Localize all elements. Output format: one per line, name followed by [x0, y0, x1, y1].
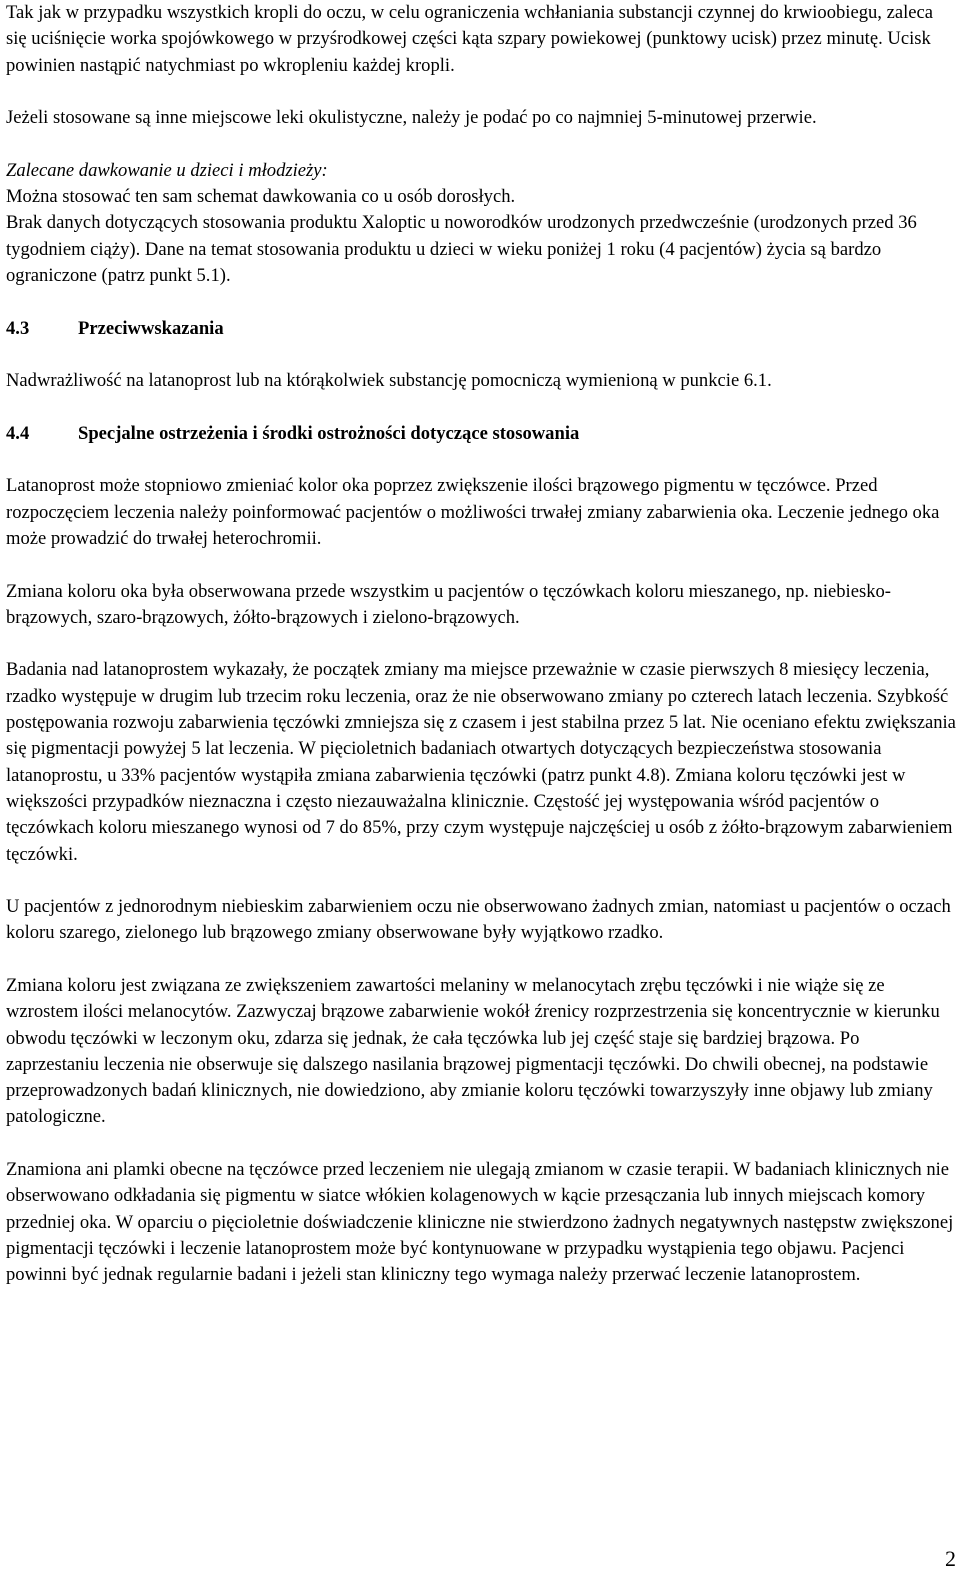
paragraph-melanin: Zmiana koloru jest związana ze zwiększeniem zawartości melaniny w melanocytach zrębu tęczówki i nie wiąże się ze wzrostem ilości melanocytów. Zazwyczaj brązowe zabarwienie wokół źrenicy rozprzestrzenia się koncentrycznie w kierunku obwodu tęczówki w leczonym oku, zdarza się jednak, że cała tęczówka lub jej część staje się bardziej brązowa. Po zaprzestaniu leczenia nie obserwuje się dalszego nasilania brązowej pigmentacji tęczówki. Do chwili obecnej, na podstawie przeprowadzonych badań klinicznych, nie dowiedziono, aby zmianie koloru tęczówki towarzyszyły inne objawy lub zmiany patologiczne.	[6, 974, 940, 1128]
section-title: Specjalne ostrzeżenia i środki ostrożności dotyczące stosowania	[78, 422, 580, 444]
paragraph-blue-eyes: U pacjentów z jednorodnym niebieskim zabarwieniem oczu nie obserwowano żadnych zmian, natomiast u pacjentów o oczach koloru szarego, zielonego lub brązowego zmiany obserwowane były wyjątkowo rzadko.	[6, 896, 951, 944]
section-number: 4.3	[6, 317, 30, 339]
paragraph-punctal-occlusion: Tak jak w przypadku wszystkich kropli do oczu, w celu ograniczenia wchłaniania substancji czynnej do krwioobiegu, zaleca się uciśnięcie worka spojówkowego w przyśrodkowej części kąta szpary powiekowej (punktowy ucisk) przez minutę. Ucisk powinien nastąpić natychmiast po wkropleniu każdej kropli.	[6, 2, 934, 76]
paragraph-contraindications: Nadwrażliwość na latanoprost lub na którąkolwiek substancję pomocniczą wymienioną w punkcie 6.1.	[6, 370, 772, 392]
page-number: 2	[945, 1546, 956, 1571]
paragraph-studies: Badania nad latanoprostem wykazały, że początek zmiany ma miejsce przeważnie w czasie pierwszych 8 miesięcy leczenia, rzadko występuje w drugim lub trzecim roku leczenia, oraz że nie obserwowano zmiany po czterech latach leczenia. Szybkość postępowania rozwoju zabarwienia tęczówki zmniejsza się z czasem i jest stabilna przez 5 lat. Nie oceniano efektu zwiększania się pigmentacji powyżej 5 lat leczenia. W pięcioletnich badaniach otwartych dotyczących bezpieczeństwa stosowania latanoprostu, u 33% pacjentów wystąpiła zmiana zabarwienia tęczówki (patrz punkt 4.8). Zmiana koloru tęczówki jest w większości przypadków nieznaczna i często niezauważalna klinicznie. Częstość jej występowania wśród pacjentów o tęczówkach koloru mieszanego wynosi od 7 do 85%, przy czym występuje najczęściej u osób z żółto-brązowym zabarwieniem tęczówki.	[6, 659, 956, 865]
paragraph-pediatric-heading: Zalecane dawkowanie u dzieci i młodzieży:	[6, 159, 328, 181]
paragraph-mixed-iris: Zmiana koloru oka była obserwowana przede wszystkim u pacjentów o tęczówkach koloru mieszanego, np. niebiesko-brązowych, szaro-brązowych, żółto-brązowych i zielono-brązowych.	[6, 580, 891, 628]
paragraph-neonates-data: Brak danych dotyczących stosowania produktu Xaloptic u noworodków urodzonych przedwcześnie (urodzonych przed 36 tygodniem ciąży). Dane na temat stosowania produktu u dzieci w wieku poniżej 1 roku (4 pacjentów) życia są bardzo ograniczone (patrz punkt 5.1).	[6, 212, 917, 286]
document-page	[6, 0, 956, 1289]
paragraph-eye-color-change: Latanoprost może stopniowo zmieniać kolor oka poprzez zwiększenie ilości brązowego pigmentu w tęczówce. Przed rozpoczęciem leczenia należy poinformować pacjentów o możliwości trwałej zmiany zabarwienia oka. Leczenie jednego oka może prowadzić do trwałej heterochromii.	[6, 475, 940, 549]
section-number: 4.4	[6, 422, 30, 444]
section-heading-contraindications	[6, 316, 956, 342]
paragraph-nevi: Znamiona ani plamki obecne na tęczówce przed leczeniem nie ulegają zmianom w czasie terapii. W badaniach klinicznych nie obserwowano odkładania się pigmentu w siatce włókien kolagenowych w kącie przesączania lub innych miejscach komory przedniej oka. W oparciu o pięcioletnie doświadczenie kliniczne nie stwierdzono żadnych negatywnych następstw zwiększonej pigmentacji tęczówki i leczenie latanoprostem może być kontynuowane w przypadku wystąpienia tego objawu. Pacjenci powinni być jednak regularnie badani i jeżeli stan kliniczny tego wymaga należy przerwać leczenie latanoprostem.	[6, 1159, 954, 1286]
section-heading-warnings	[6, 421, 956, 447]
section-title: Przeciwwskazania	[78, 317, 224, 339]
paragraph-other-eye-drugs: Jeżeli stosowane są inne miejscowe leki okulistyczne, należy je podać po co najmniej 5-minutowej przerwie.	[6, 107, 817, 129]
paragraph-pediatric-dosing: Można stosować ten sam schemat dawkowania co u osób dorosłych.	[6, 186, 516, 208]
